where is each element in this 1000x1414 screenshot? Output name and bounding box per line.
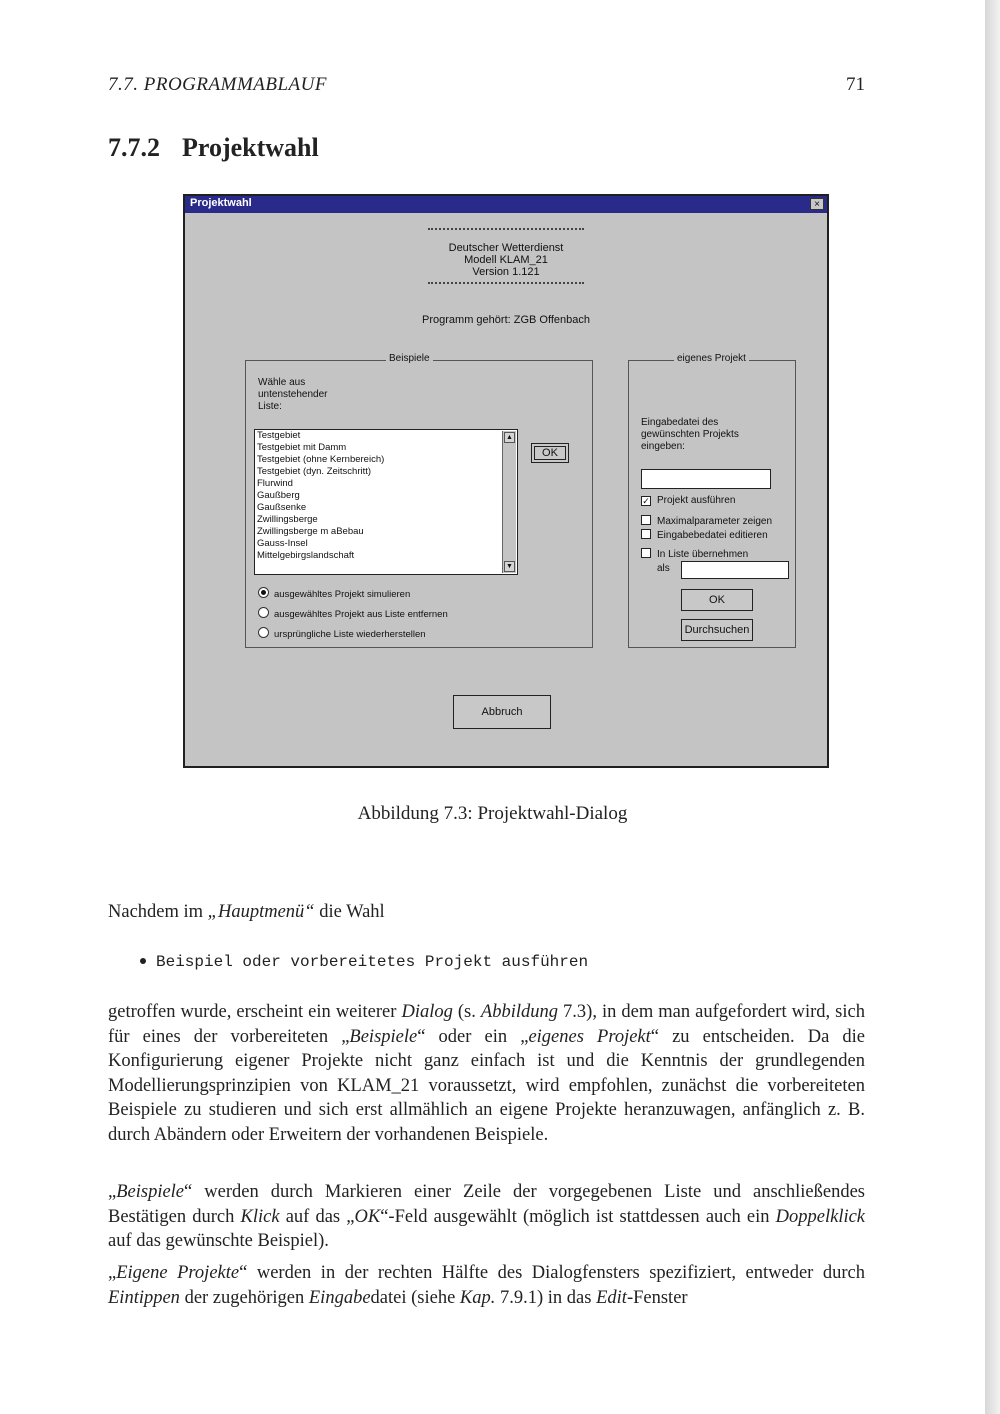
section-title: Projektwahl (182, 133, 319, 162)
section-heading (108, 133, 319, 163)
emphasis: eigenes Projekt (528, 1026, 651, 1047)
checkbox-max-params[interactable] (641, 515, 772, 527)
checkbox-add-to-list[interactable] (641, 548, 748, 560)
text-run: “ werden durch Markieren einer Zeile der vorgegebenen Liste und anschließendes Bestätigen durch (108, 1182, 865, 1227)
emphasis: Eingabe (308, 1287, 371, 1308)
bullet-icon (140, 958, 146, 964)
list-item[interactable]: Testgebiet (257, 430, 301, 441)
bullet-text: Beispiel oder vorbereitetes Projekt ausführen (156, 953, 589, 971)
list-item[interactable]: Zwillingsberge (257, 514, 318, 525)
text-run: auf das gewünschte Beispiel). (108, 1231, 329, 1251)
paragraph-1 (108, 1000, 865, 1147)
banner-line: Version 1.121 (472, 266, 540, 278)
checkbox-run-project[interactable] (641, 495, 735, 506)
eigenes-ok-button[interactable]: OK (681, 589, 753, 611)
emphasis: Eintippen (108, 1287, 180, 1308)
radio-icon[interactable] (258, 607, 269, 618)
emphasis: Edit (596, 1287, 627, 1308)
radio-icon[interactable] (258, 627, 269, 638)
list-item[interactable]: Testgebiet (dyn. Zeitschritt) (257, 466, 372, 477)
banner-line: Deutscher Wetterdienst (448, 242, 564, 254)
projektwahl-dialog (183, 194, 829, 768)
checkbox-icon[interactable] (641, 548, 651, 558)
close-icon[interactable]: × (810, 198, 824, 210)
text-run: getroffen wurde, erscheint ein weiterer (108, 1002, 402, 1022)
eigenes-instruction: Eingabedatei des gewünschten Projekts eingeben: (641, 417, 739, 452)
beispiele-ok-button[interactable]: OK (531, 443, 569, 463)
list-item[interactable]: Testgebiet mit Damm (257, 442, 347, 453)
text-run: „ (108, 1182, 117, 1202)
list-item[interactable]: Gaußberg (257, 490, 300, 501)
dialog-titlebar[interactable] (185, 196, 827, 213)
scroll-up-icon[interactable]: ▲ (504, 432, 515, 443)
checkbox-label: Maximalparameter zeigen (657, 516, 773, 527)
text-run: „ (108, 1263, 117, 1283)
emphasis: Kap. (459, 1287, 496, 1308)
text-run: auf das „ (279, 1206, 355, 1227)
beispiele-listbox[interactable] (254, 429, 518, 575)
radio-label: ausgewähltes Projekt simulieren (274, 589, 411, 600)
checkbox-checked-icon[interactable]: ✓ (642, 496, 650, 506)
als-label: als (657, 563, 670, 574)
text-run: “ zu entscheiden. Da die Konfigurierung eigener Projekte nicht ganz einfach ist und die Kenntnis der grundlegenden Modellierungsprinzipien von KLAM_21 voraussetzt, wird empfohlen, zunächst die vorbereiteten Beispiele zu studieren und sich erst allmählich an eigene Projekte heranzuwagen, anfänglich z. B. durch Abändern oder Erweitern der vorhandenen Beispiele. (108, 1026, 865, 1145)
owner-label: Programm gehört: ZGB Offenbach (422, 314, 590, 326)
checkbox-label: Eingabebedatei editieren (657, 530, 768, 541)
beispiele-legend: Beispiele (386, 353, 433, 364)
running-header: 7.7. PROGRAMMABLAUF (108, 74, 327, 95)
text-run: der zugehörigen (179, 1287, 309, 1308)
als-name-field[interactable] (681, 561, 789, 579)
text-run: 7.3), in dem man aufgefordert wird, sich für eines der vorbereiteten „ (108, 1002, 865, 1047)
page-shadow (985, 0, 1000, 1414)
emphasis: Dialog (401, 1002, 453, 1022)
beispiele-group (245, 353, 593, 648)
text-run: -Fenster (626, 1287, 688, 1308)
emphasis: Beispiele (349, 1026, 418, 1047)
list-item[interactable]: Flurwind (257, 478, 293, 489)
emphasis: Doppelklick (775, 1206, 866, 1227)
text-run: “-Feld ausgewählt (möglich ist stattdessen auch ein (380, 1206, 776, 1227)
paragraph-2 (108, 1180, 865, 1254)
radio-selected-icon[interactable] (258, 587, 269, 598)
checkbox-edit-input[interactable] (641, 529, 768, 541)
paragraph-3 (108, 1261, 865, 1310)
emphasis: Klick (240, 1206, 280, 1227)
intro-paragraph (108, 900, 865, 925)
eigenes-legend: eigenes Projekt (674, 353, 749, 364)
text-run: Nachdem im (108, 902, 208, 922)
emphasis: OK (354, 1206, 381, 1227)
text-run: 7.9.1) in das (495, 1287, 597, 1308)
version-banner (428, 228, 584, 284)
checkbox-label: Projekt ausführen (657, 495, 736, 506)
eigenes-projekt-group (628, 353, 796, 648)
beispiele-instruction: Wähle aus untenstehender Liste: (258, 377, 328, 412)
text-run: datei (siehe (370, 1287, 460, 1308)
text-run: “ werden in der rechten Hälfte des Dialogfensters spezifiziert, entweder durch (239, 1263, 865, 1283)
cancel-button[interactable]: Abbruch (453, 695, 551, 729)
banner-line: Modell KLAM_21 (464, 254, 548, 266)
emphasis: „Hauptmenü“ (207, 902, 315, 922)
dialog-title: Projektwahl (190, 197, 252, 209)
radio-simulate[interactable] (258, 587, 410, 600)
radio-label: ursprüngliche Liste wiederherstellen (274, 629, 426, 640)
list-scrollbar[interactable] (502, 431, 516, 573)
radio-label: ausgewähltes Projekt aus Liste entfernen (274, 609, 448, 620)
figure-caption: Abbildung 7.3: Projektwahl-Dialog (357, 803, 628, 824)
section-number: 7.7.2 (108, 133, 160, 162)
list-item[interactable]: Gauss-Insel (257, 538, 308, 549)
checkbox-label: In Liste übernehmen (657, 549, 749, 560)
emphasis: Eigene Projekte (116, 1263, 240, 1283)
bullet-item (140, 953, 588, 971)
text-run: “ oder ein „ (417, 1026, 529, 1047)
emphasis: Abbildung (480, 1002, 558, 1022)
checkbox-icon[interactable] (641, 529, 651, 539)
list-item[interactable]: Gaußsenke (257, 502, 307, 513)
browse-button[interactable]: Durchsuchen (681, 619, 753, 641)
page-number: 71 (846, 74, 865, 95)
radio-remove[interactable] (258, 607, 448, 620)
list-item[interactable]: Testgebiet (ohne Kernbereich) (257, 454, 385, 465)
checkbox-icon[interactable] (641, 515, 651, 525)
scroll-down-icon[interactable]: ▼ (504, 561, 515, 572)
text-run: (s. (452, 1002, 481, 1022)
text-run: die Wahl (314, 902, 385, 922)
radio-restore[interactable] (258, 627, 426, 640)
input-file-field[interactable] (641, 469, 771, 489)
list-item[interactable]: Zwillingsberge m aBebau (257, 526, 364, 537)
list-item[interactable]: Mittelgebirgslandschaft (257, 550, 355, 561)
emphasis: Beispiele (116, 1182, 185, 1202)
